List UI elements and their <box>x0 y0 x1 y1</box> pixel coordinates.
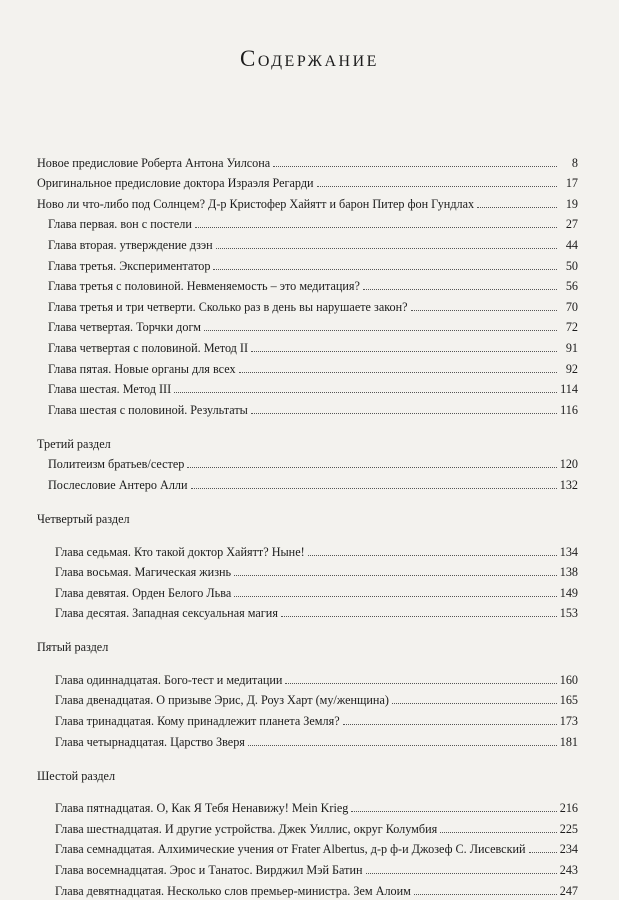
toc-entry-label: Политеизм братьев/сестер <box>48 457 185 472</box>
toc-entry-page: 17 <box>565 176 578 191</box>
toc-entry-label: Глава пятая. Новые органы для всех <box>48 361 236 376</box>
toc-entry-page: 234 <box>559 842 578 857</box>
toc-entry <box>37 274 578 295</box>
toc-entry <box>37 452 578 473</box>
toc-entry-label: Глава четвертая с половиной. Метод II <box>48 340 249 355</box>
page-title: Содержание <box>240 46 379 71</box>
dot-leader <box>529 852 557 853</box>
toc-entry <box>37 171 578 192</box>
toc-entry <box>37 191 578 212</box>
toc-entry-page: 114 <box>560 382 578 397</box>
toc-entry-page: 92 <box>565 361 578 376</box>
toc-entry-page: 91 <box>565 340 578 355</box>
toc-entry-page: 56 <box>565 279 578 294</box>
toc-entry-label: Глава тринадцатая. Кому принадлежит планета Земля? <box>55 714 340 729</box>
toc-entry-label: Глава шестая с половиной. Результаты <box>48 402 248 417</box>
dot-leader <box>440 832 556 833</box>
dot-leader <box>213 269 557 270</box>
dot-leader <box>248 745 557 746</box>
toc-entry <box>37 667 578 688</box>
toc-entry <box>37 150 578 171</box>
toc-entry <box>37 212 578 233</box>
toc-entry <box>37 472 578 493</box>
toc-entry <box>37 796 578 817</box>
toc-entry-page: 132 <box>559 477 578 492</box>
toc-entry <box>37 857 578 878</box>
toc-entry-page: 50 <box>565 258 578 273</box>
dot-leader <box>191 488 557 489</box>
toc-entry <box>37 580 578 601</box>
toc-entry-page: 216 <box>559 801 578 816</box>
section-six <box>37 764 578 899</box>
dot-leader <box>234 596 556 597</box>
intro-group <box>37 150 578 212</box>
toc-entry-label: Глава седьмая. Кто такой доктор Хайятт? Ныне! <box>55 544 305 559</box>
toc-entry <box>37 729 578 750</box>
dot-leader <box>285 683 556 684</box>
toc-entry <box>37 560 578 581</box>
dot-leader <box>343 724 557 725</box>
toc-entry <box>37 708 578 729</box>
toc-entry-page: 181 <box>559 734 578 749</box>
toc-entry-page: 44 <box>565 237 578 252</box>
section-heading: Третий раздел <box>37 436 111 451</box>
toc-entry-page: 27 <box>565 217 578 232</box>
toc-entry-page: 138 <box>559 565 578 580</box>
dot-leader <box>273 166 557 167</box>
dot-leader <box>308 555 557 556</box>
toc-entry-label: Глава восьмая. Магическая жизнь <box>55 565 232 580</box>
dot-leader <box>411 310 557 311</box>
toc-entry-label: Глава пятнадцатая. О, Как Я Тебя Ненавижу! Mein Krieg <box>55 801 349 816</box>
toc-entry <box>37 878 578 899</box>
toc-entry <box>37 816 578 837</box>
toc-entry-page: 173 <box>559 714 578 729</box>
toc-entry <box>37 377 578 398</box>
toc-entry <box>37 688 578 709</box>
dot-leader <box>251 413 557 414</box>
toc-entry-label: Глава семнадцатая. Алхимические учения от Frater Albertus, д-р ф-и Джозеф С. Лисевский <box>55 842 526 857</box>
toc-entry-page: 153 <box>559 606 578 621</box>
toc-entry <box>37 232 578 253</box>
toc-entry-label: Глава шестнадцатая. И другие устройства. Джек Уиллис, округ Колумбия <box>55 821 438 836</box>
toc-entry-label: Глава восемнадцатая. Эрос и Танатос. Вирджил Мэй Батин <box>55 863 363 878</box>
section-three <box>37 432 578 493</box>
toc-entry-label: Глава одиннадцатая. Бого-тест и медитации <box>55 672 283 687</box>
toc-entry-label: Глава четвертая. Торчки догм <box>48 320 202 335</box>
toc-entry-label: Глава третья и три четверти. Сколько раз в день вы нарушаете закон? <box>48 299 408 314</box>
toc-entry-page: 243 <box>559 863 578 878</box>
dot-leader <box>195 227 557 228</box>
dot-leader <box>234 575 557 576</box>
section-five <box>37 635 578 749</box>
dot-leader <box>317 186 557 187</box>
toc-entry-page: 116 <box>560 402 578 417</box>
toc-entry-label: Оригинальное предисловие доктора Израэля Регарди <box>37 176 314 191</box>
toc-entry-page: 70 <box>565 299 578 314</box>
toc-entry-label: Глава вторая. утверждение дзэн <box>48 237 213 252</box>
dot-leader <box>351 811 556 812</box>
toc-entry-label: Глава третья с половиной. Невменяемость – это медитация? <box>48 279 360 294</box>
section-heading: Пятый раздел <box>37 640 109 655</box>
dot-leader <box>251 351 557 352</box>
toc-entry <box>37 601 578 622</box>
chapters-group <box>37 212 578 418</box>
toc-entry <box>37 335 578 356</box>
toc-entry <box>37 539 578 560</box>
toc-entry <box>37 253 578 274</box>
toc-entry-label: Глава десятая. Западная сексуальная магия <box>55 606 278 621</box>
toc-entry-label: Ново ли что-либо под Солнцем? Д-р Кристофер Хайятт и барон Питер фон Гундлах <box>37 196 475 211</box>
toc-entry-label: Глава первая. вон с постели <box>48 217 192 232</box>
toc-entry-label: Глава шестая. Метод III <box>48 382 172 397</box>
toc-entry <box>37 837 578 858</box>
toc-entry-page: 160 <box>559 672 578 687</box>
toc-entry-page: 134 <box>559 544 578 559</box>
toc-entry <box>37 315 578 336</box>
toc-entry-label: Глава двенадцатая. О призыве Эрис, Д. Роуз Харт (му/женщина) <box>55 693 389 708</box>
dot-leader <box>216 248 557 249</box>
table-of-contents <box>37 150 578 899</box>
toc-entry-page: 8 <box>571 155 578 170</box>
toc-entry-page: 149 <box>559 585 578 600</box>
toc-entry <box>37 356 578 377</box>
toc-entry <box>37 397 578 418</box>
dot-leader <box>174 392 557 393</box>
dot-leader <box>392 703 557 704</box>
toc-entry-label: Послесловие Антеро Алли <box>48 477 188 492</box>
dot-leader <box>366 873 557 874</box>
toc-entry-label: Глава девятая. Орден Белого Льва <box>55 585 232 600</box>
dot-leader <box>363 289 557 290</box>
toc-entry-label: Новое предисловие Роберта Антона Уилсона <box>37 155 271 170</box>
section-heading: Четвертый раздел <box>37 511 130 526</box>
toc-entry-page: 247 <box>559 883 578 898</box>
toc-entry-label: Глава четырнадцатая. Царство Зверя <box>55 734 245 749</box>
dot-leader <box>477 207 557 208</box>
dot-leader <box>204 330 557 331</box>
dot-leader <box>281 616 557 617</box>
dot-leader <box>414 894 557 895</box>
toc-entry-label: Глава третья. Экспериментатор <box>48 258 211 273</box>
toc-entry-page: 165 <box>559 693 578 708</box>
toc-entry-page: 19 <box>565 196 578 211</box>
section-four <box>37 507 578 621</box>
toc-entry <box>37 294 578 315</box>
toc-entry-page: 225 <box>559 821 578 836</box>
toc-entry-page: 72 <box>565 320 578 335</box>
toc-entry-label: Глава девятнадцатая. Несколько слов премьер-министра. Зем Алоим <box>55 883 411 898</box>
toc-entry-page: 120 <box>559 457 578 472</box>
section-heading: Шестой раздел <box>37 768 116 783</box>
dot-leader <box>187 467 556 468</box>
dot-leader <box>239 372 557 373</box>
